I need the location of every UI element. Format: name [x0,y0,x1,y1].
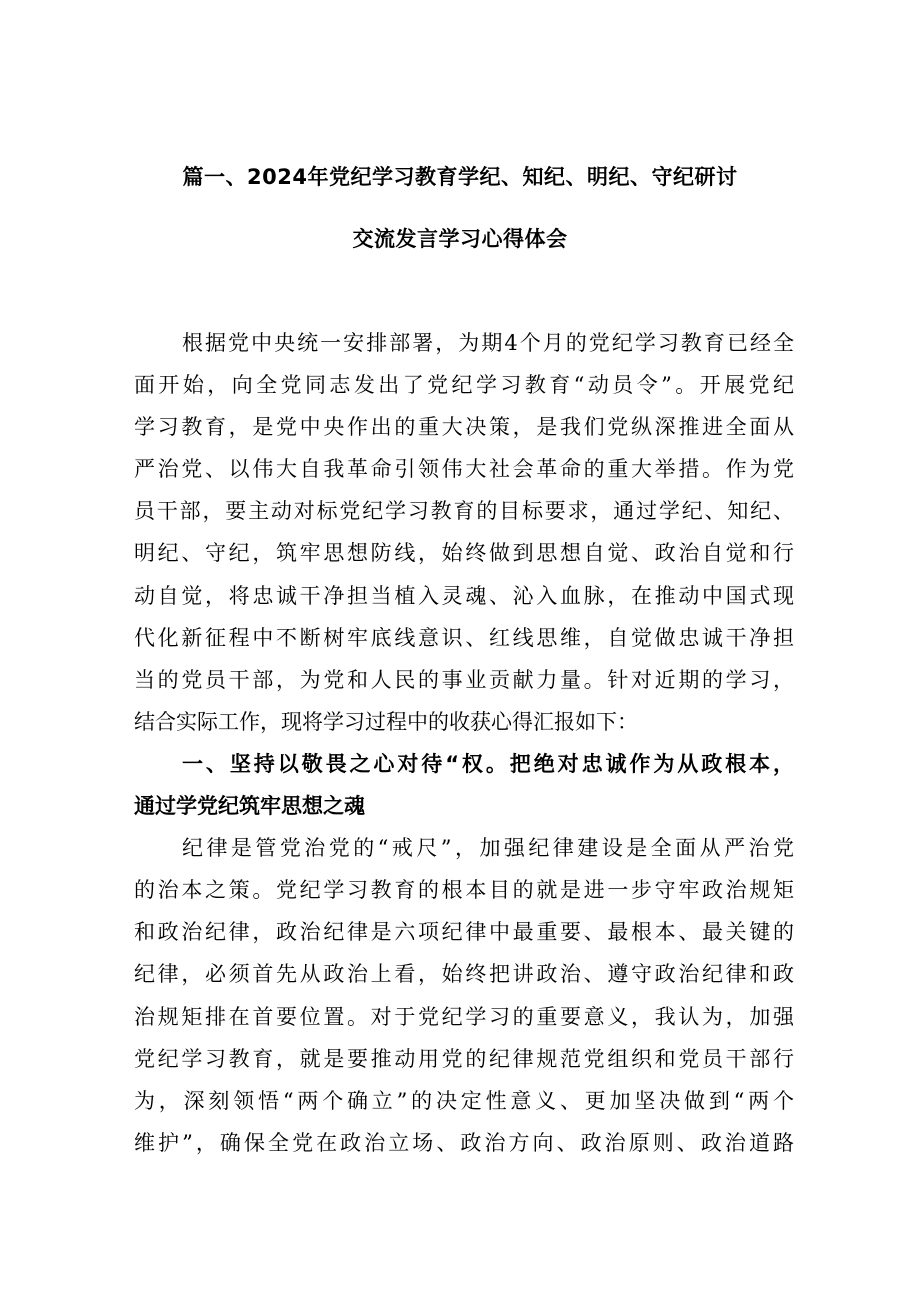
paragraph-line: 学习教育，是党中央作出的重大决策，是我们党纵深推进全面从 [134,415,794,440]
paragraph-line: 根据党中央统一安排部署，为期4个月的党纪学习教育已经全 [182,331,794,355]
paragraph-line: 党纪学习教育，就是要推动用党的纪律规范党组织和党员干部行 [134,1046,794,1071]
document-title-line-2: 交流发言学习心得体会 [352,227,568,251]
document-body [134,322,794,1164]
paragraph-line: 纪律是管党治党的“戒尺”，加强纪律建设是全面从严治党 [182,836,794,861]
paragraph-line: 纪律，必须首先从政治上看，始终把讲政治、遵守政治纪律和政 [134,962,794,987]
paragraph-line: 和政治纪律，政治纪律是六项纪律中最重要、最根本、最关键的 [134,920,794,945]
paragraph-line: 结合实际工作，现将学习过程中的收获心得汇报如下： [134,709,638,734]
paragraph-line: 动自觉，将忠诚干净担当植入灵魂、沁入血脉，在推动中国式现 [134,583,794,608]
section-heading-line: 一、坚持以敬畏之心对待“权。把绝对忠诚作为从政根本， [182,751,794,776]
paragraph-line: 维护”，确保全党在政治立场、政治方向、政治原则、政治道路 [134,1130,794,1155]
paragraph-line: 的治本之策。党纪学习教育的根本目的就是进一步守牢政治规矩 [134,878,794,903]
section-heading-line: 通过学党纪筑牢思想之魂 [134,794,365,819]
paragraph-line: 治规矩排在首要位置。对于党纪学习的重要意义，我认为，加强 [134,1004,794,1029]
paragraph-line: 严治党、以伟大自我革命引领伟大社会革命的重大举措。作为党 [134,457,794,482]
paragraph-line: 为，深刻领悟“两个确立”的决定性意义、更加坚决做到“两个 [134,1088,794,1113]
paragraph-line: 明纪、守纪，筑牢思想防线，始终做到思想自觉、政治自觉和行 [134,541,794,566]
document-title-line-1: 篇一、2024年党纪学习教育学纪、知纪、明纪、守纪研讨 [182,165,738,189]
paragraph-line: 当的党员干部，为党和人民的事业贡献力量。针对近期的学习， [134,667,794,692]
paragraph-line: 员干部，要主动对标党纪学习教育的目标要求，通过学纪、知纪、 [134,499,794,524]
paragraph-line: 面开始，向全党同志发出了党纪学习教育“动员令”。开展党纪 [134,373,794,398]
paragraph-line: 代化新征程中不断树牢底线意识、红线思维，自觉做忠诚干净担 [134,625,794,650]
